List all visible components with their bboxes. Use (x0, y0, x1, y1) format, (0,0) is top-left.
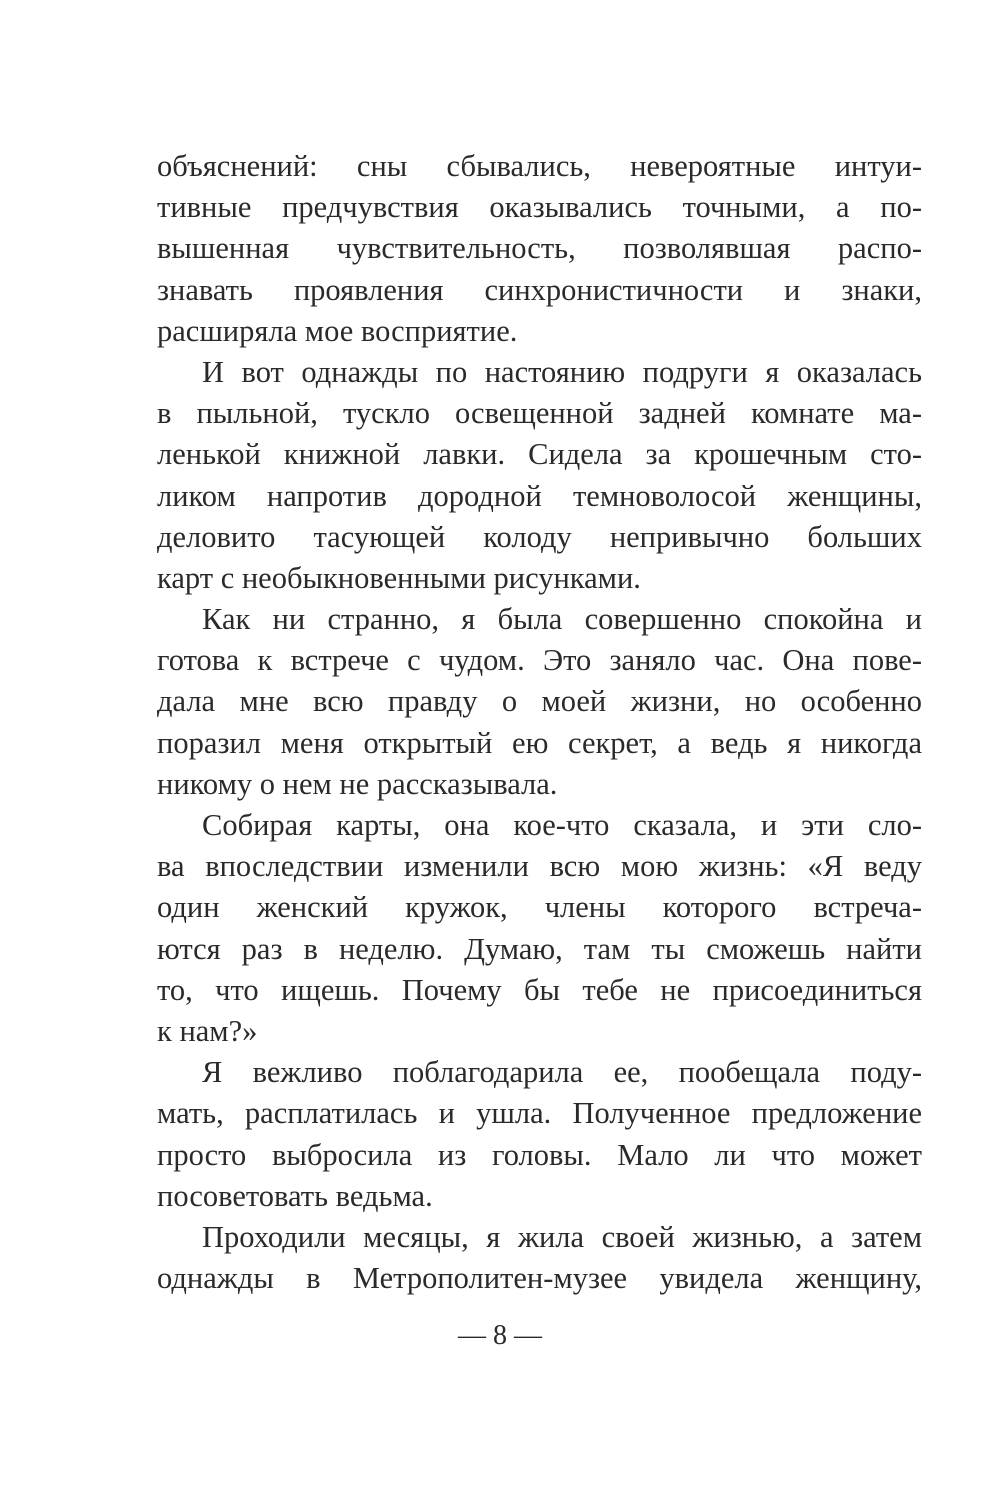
text-line: ва впоследствии изменили всю мою жизнь: «Я веду (157, 849, 922, 884)
text-line: Я вежливо поблагодарила ее, пообещала поду- (202, 1055, 922, 1090)
text-line: просто выбросила из головы. Мало ли что может (157, 1137, 922, 1172)
paragraph (157, 805, 922, 1052)
paragraph (157, 599, 922, 805)
page-body (157, 146, 922, 1299)
text-line: тивные предчувствия оказывались точными, а по- (157, 190, 922, 225)
text-line: в пыльной, тускло освещенной задней комнате ма- (157, 396, 922, 431)
paragraph (157, 352, 922, 599)
text-line: однажды в Метрополитен-музее увидела женщину, (157, 1261, 922, 1296)
text-line: И вот однажды по настоянию подруги я оказалась (202, 354, 922, 389)
text-line: поразил меня открытый ею секрет, а ведь я никогда (157, 725, 922, 760)
text-line: Проходили месяцы, я жила своей жизнью, а затем (202, 1219, 922, 1254)
text-line: знавать проявления синхронистичности и знаки, (157, 272, 922, 307)
text-line: один женский кружок, члены которого встреча- (157, 890, 922, 925)
text-line: к нам?» (157, 1013, 258, 1048)
text-line: объяснений: сны сбывались, невероятные интуи- (157, 149, 922, 183)
text-line: готова к встрече с чудом. Это заняло час. Она пове- (157, 643, 922, 678)
page-number: — 8 — (458, 1320, 542, 1351)
text-line: Собирая карты, она кое-что сказала, и эти сло- (202, 808, 922, 842)
text-line: деловито тасующей колоду непривычно больших (157, 519, 922, 554)
text-line: посоветовать ведьма. (157, 1178, 433, 1213)
text-line: ются раз в неделю. Думаю, там ты сможешь найти (157, 931, 922, 966)
text-line: вышенная чувствительность, позволявшая распо- (157, 231, 922, 266)
text-line: никому о нем не рассказывала. (157, 766, 558, 801)
text-line: то, что ищешь. Почему бы тебе не присоединиться (157, 972, 922, 1007)
text-line: Как ни странно, я была совершенно спокойна и (202, 602, 922, 637)
text-line: ленькой книжной лавки. Сидела за крошечным сто- (157, 437, 922, 472)
text-line: ликом напротив дородной темноволосой женщины, (157, 478, 922, 513)
paragraph (157, 1217, 922, 1299)
text-line: дала мне всю правду о моей жизни, но особенно (157, 684, 922, 719)
text-line: карт с необыкновенными рисунками. (157, 560, 641, 595)
text-line: мать, расплатилась и ушла. Полученное предложение (157, 1096, 922, 1131)
paragraph (157, 146, 922, 352)
text-line: расширяла мое восприятие. (157, 313, 518, 348)
paragraph (157, 1052, 922, 1217)
